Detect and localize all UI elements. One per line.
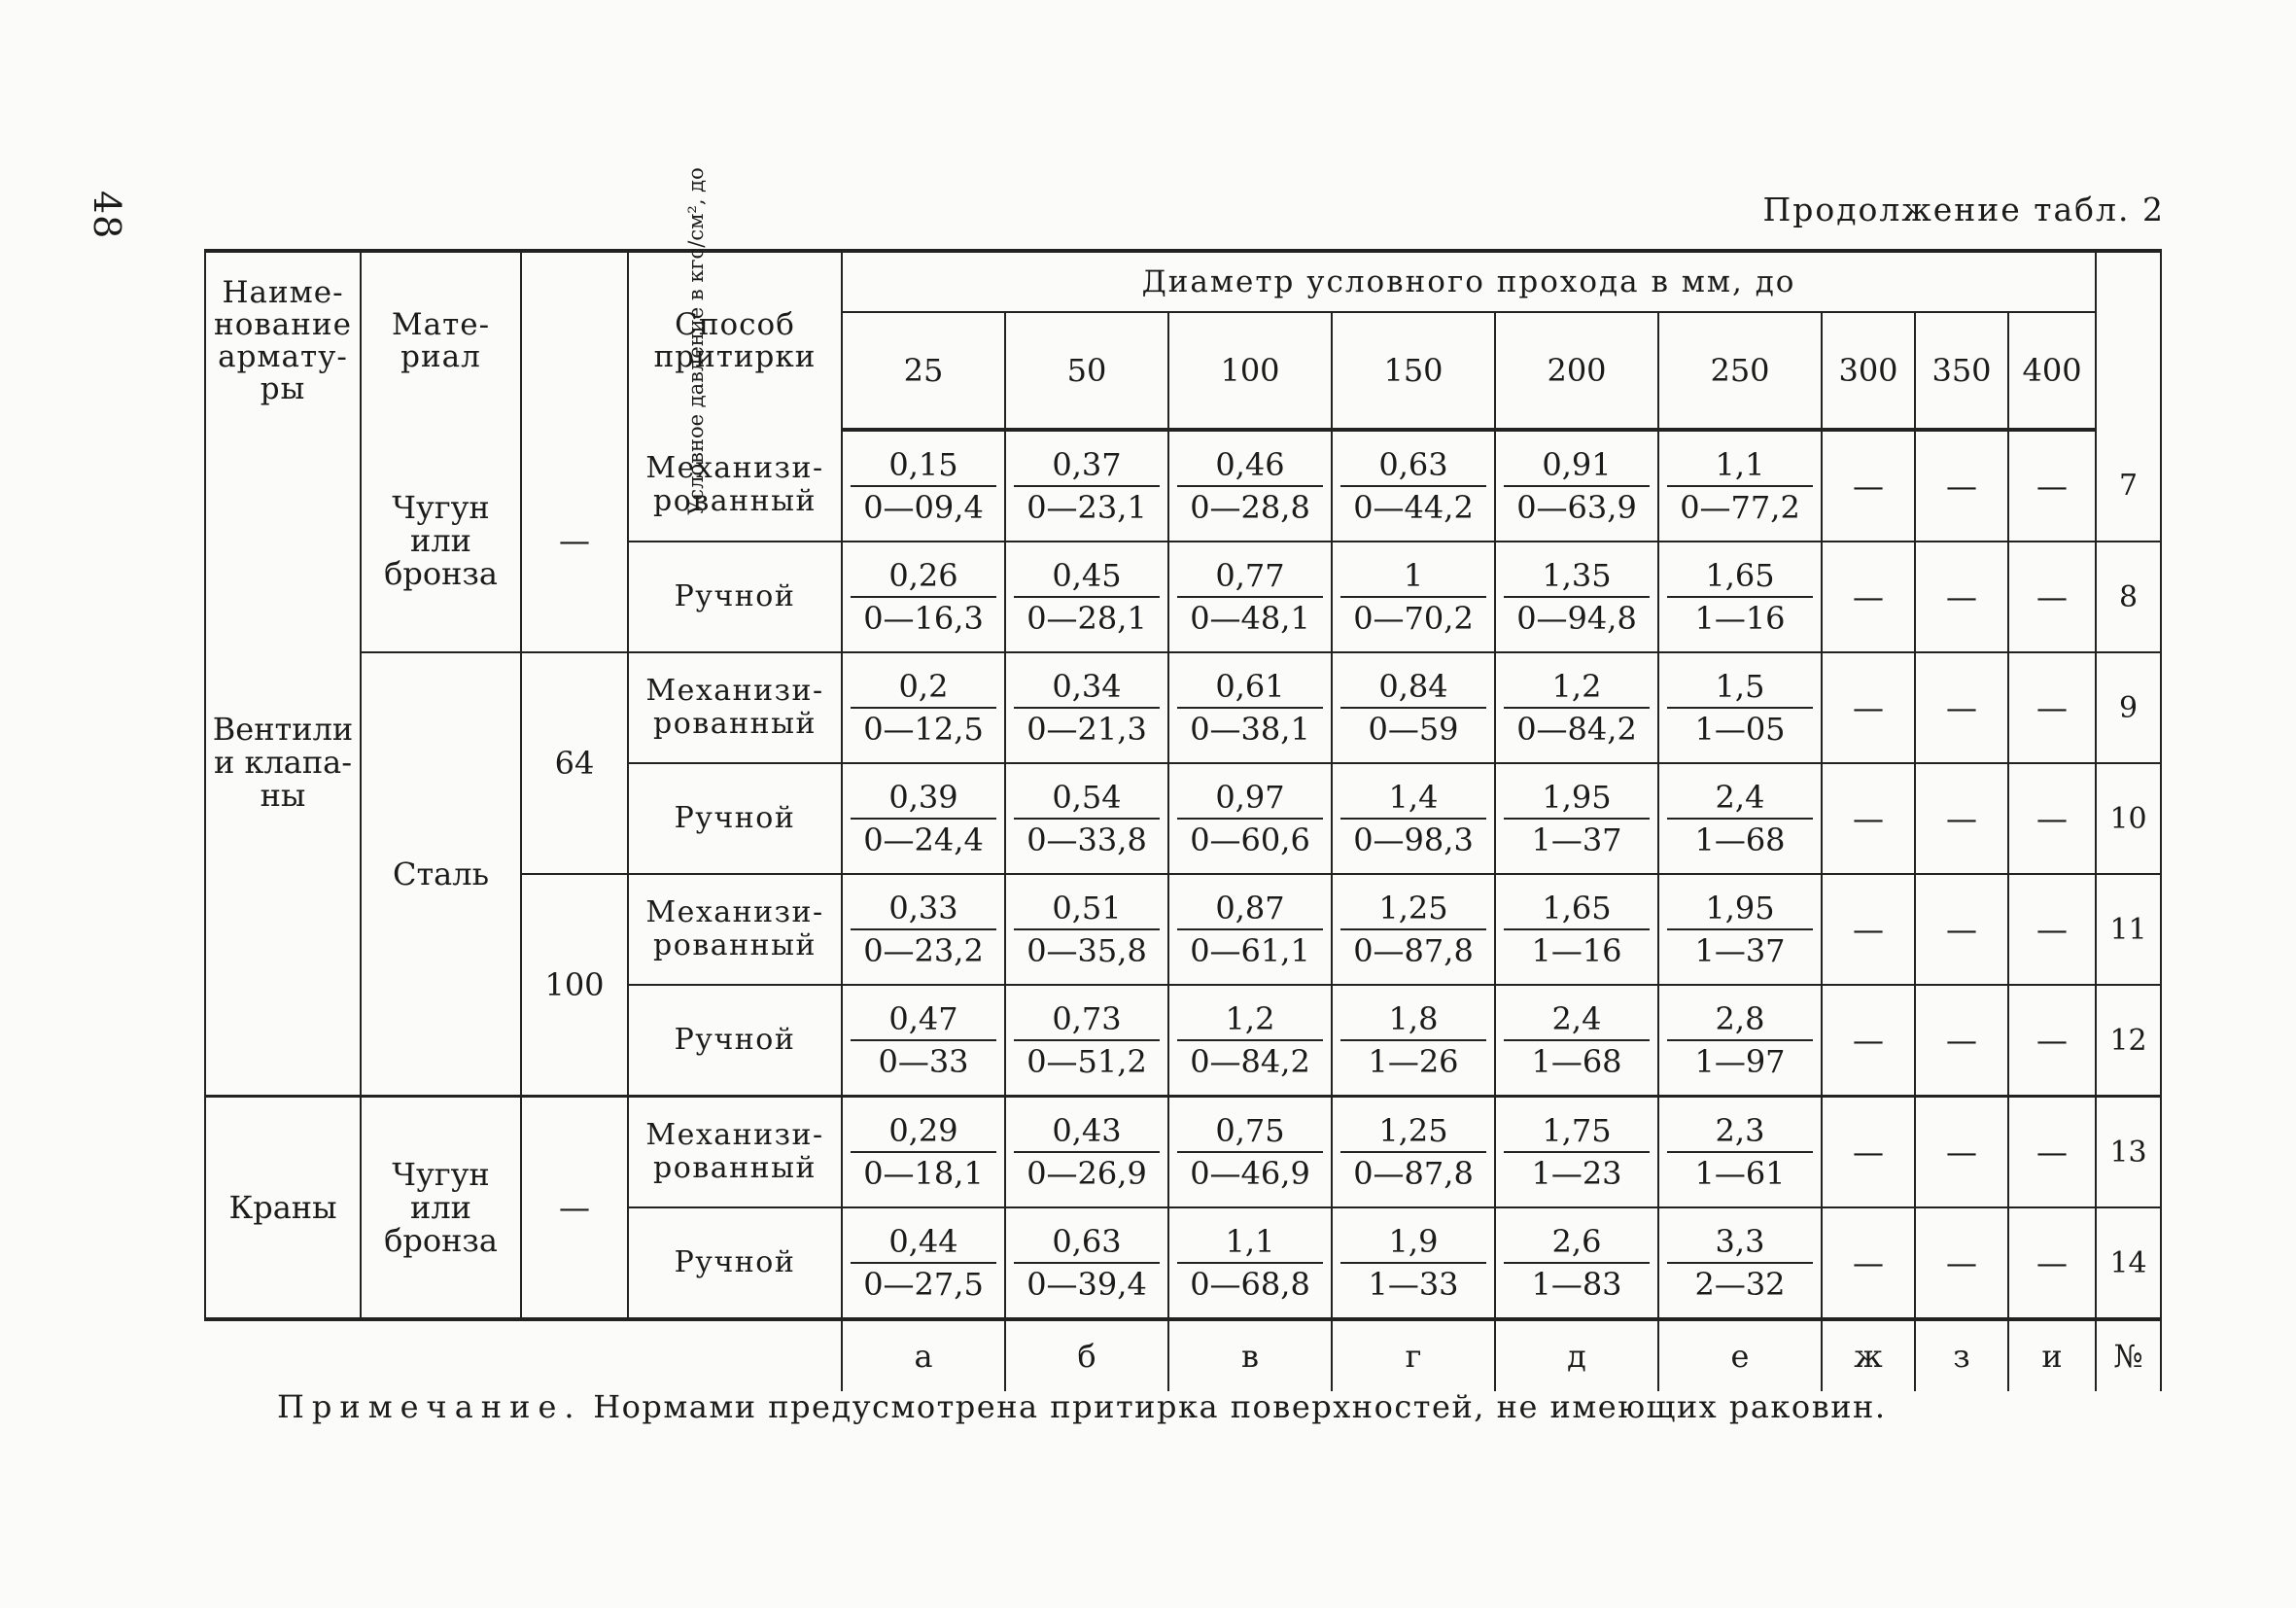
norm-value-cell: [1168, 763, 1332, 874]
header-pressure: [521, 167, 708, 515]
fitting-name-cell: Краны: [205, 1097, 361, 1320]
norm-value-cell: [1005, 874, 1168, 985]
norm-value-cell: [1495, 1097, 1658, 1208]
norm-value-cell: [1332, 652, 1495, 763]
price-value: 0—28,1: [1026, 600, 1147, 637]
price-value: 1—16: [1694, 600, 1786, 637]
lapping-method-cell: Механизи-рованный: [628, 1097, 842, 1208]
norm-fraction: [851, 890, 996, 969]
norm-fraction: [1340, 890, 1486, 969]
price-value: 0—61,1: [1190, 932, 1310, 969]
price-value: 0—39,4: [1026, 1266, 1147, 1303]
time-norm-value: 0,44: [851, 1223, 996, 1264]
price-value: 0—87,8: [1353, 1155, 1474, 1192]
norm-value-cell: [1658, 1207, 1822, 1319]
norm-value-cell: [842, 542, 1005, 652]
header-row-number-blank: [2096, 251, 2161, 430]
time-norm-value: 1,25: [1340, 1112, 1486, 1153]
norm-value-cell: [1658, 763, 1822, 874]
norm-fraction: [1340, 779, 1486, 858]
price-value: 1—05: [1694, 711, 1786, 748]
time-norm-value: 1,65: [1504, 890, 1650, 930]
norm-fraction: [1014, 1112, 1160, 1192]
norm-fraction: [851, 668, 996, 748]
norm-fraction: [1504, 890, 1650, 969]
norm-fraction: [1504, 1000, 1650, 1080]
norm-fraction: [1667, 446, 1813, 526]
note-text: Нормами предусмотрена притирка поверхностей, не имеющих раковин.: [593, 1388, 1887, 1425]
norm-fraction: [1177, 1000, 1323, 1080]
price-value: 1—83: [1531, 1266, 1622, 1303]
time-norm-value: 0,77: [1177, 557, 1323, 598]
footer-blank: [205, 1319, 842, 1391]
footer-number-sign: №: [2096, 1319, 2161, 1391]
norm-value-cell: [842, 1097, 1005, 1208]
norm-value-cell: [1332, 430, 1495, 542]
empty-value-dash: —: [1822, 1097, 1915, 1208]
empty-value-dash: —: [2008, 652, 2096, 763]
price-value: 1—37: [1531, 821, 1622, 858]
price-value: 0—70,2: [1353, 600, 1474, 637]
empty-value-dash: —: [1822, 652, 1915, 763]
norm-fraction: [1014, 779, 1160, 858]
row-number: 11: [2096, 874, 2161, 985]
price-value: 0—44,2: [1353, 489, 1474, 526]
price-value: 0—68,8: [1190, 1266, 1310, 1303]
time-norm-value: 2,6: [1504, 1223, 1650, 1264]
norm-value-cell: [1332, 542, 1495, 652]
time-norm-value: 0,63: [1340, 446, 1486, 487]
norm-fraction: [1667, 668, 1813, 748]
norm-fraction: [1014, 890, 1160, 969]
norm-fraction: [1014, 1000, 1160, 1080]
time-norm-value: 1: [1340, 557, 1486, 598]
empty-value-dash: —: [2008, 874, 2096, 985]
norm-fraction: [1340, 668, 1486, 748]
time-norm-value: 0,33: [851, 890, 996, 930]
time-norm-value: 1,8: [1340, 1000, 1486, 1041]
time-norm-value: 2,4: [1504, 1000, 1650, 1041]
price-value: 0—94,8: [1516, 600, 1637, 637]
norm-value-cell: [1168, 652, 1332, 763]
empty-value-dash: —: [1915, 763, 2008, 874]
empty-value-dash: —: [1915, 652, 2008, 763]
footer-letter: и: [2008, 1319, 2096, 1391]
empty-value-dash: —: [1915, 430, 2008, 542]
footer-letter: з: [1915, 1319, 2008, 1391]
header-diameter-25: 25: [842, 312, 1005, 430]
norm-value-cell: [1332, 1097, 1495, 1208]
header-lapping-method: Способ притирки: [628, 251, 842, 430]
norm-fraction: [1014, 557, 1160, 637]
norm-fraction: [851, 446, 996, 526]
norm-value-cell: [842, 430, 1005, 542]
price-value: 1—61: [1694, 1155, 1786, 1192]
norm-fraction: [1504, 779, 1650, 858]
price-value: 2—32: [1694, 1266, 1786, 1303]
norm-fraction: [1177, 446, 1323, 526]
table-body: [205, 430, 2161, 1319]
norm-fraction: [1667, 1000, 1813, 1080]
price-value: 0—60,6: [1190, 821, 1310, 858]
time-norm-value: 1,25: [1340, 890, 1486, 930]
empty-value-dash: —: [1822, 1207, 1915, 1319]
time-norm-value: 0,87: [1177, 890, 1323, 930]
time-norm-value: 0,84: [1340, 668, 1486, 709]
row-number: 14: [2096, 1207, 2161, 1319]
empty-value-dash: —: [1915, 874, 2008, 985]
lapping-method-cell: Ручной: [628, 763, 842, 874]
norm-value-cell: [1658, 985, 1822, 1097]
price-value: 1—37: [1694, 932, 1786, 969]
price-value: 0—51,2: [1026, 1043, 1147, 1080]
time-norm-value: 1,95: [1667, 890, 1813, 930]
norm-value-cell: [1005, 1207, 1168, 1319]
norm-fraction: [1667, 1223, 1813, 1303]
time-norm-value: 0,26: [851, 557, 996, 598]
lapping-method-cell: Механизи-рованный: [628, 652, 842, 763]
row-number: 9: [2096, 652, 2161, 763]
table-continuation-caption: Продолжение табл. 2: [1762, 191, 2165, 228]
price-value: 0—48,1: [1190, 600, 1310, 637]
time-norm-value: 0,97: [1177, 779, 1323, 820]
lapping-method-cell: Ручной: [628, 542, 842, 652]
pressure-cell: 100: [521, 874, 628, 1097]
norm-fraction: [1340, 446, 1486, 526]
row-number: 8: [2096, 542, 2161, 652]
norm-fraction: [1177, 1223, 1323, 1303]
header-diameter-150: 150: [1332, 312, 1495, 430]
norm-fraction: [851, 1000, 996, 1080]
norm-fraction: [1014, 1223, 1160, 1303]
price-value: 0—77,2: [1680, 489, 1800, 526]
price-value: 0—23,2: [863, 932, 984, 969]
time-norm-value: 0,29: [851, 1112, 996, 1153]
pressure-cell: —: [521, 430, 628, 652]
empty-value-dash: —: [1915, 985, 2008, 1097]
footer-letter: ж: [1822, 1319, 1915, 1391]
time-norm-value: 0,51: [1014, 890, 1160, 930]
norm-fraction: [851, 1112, 996, 1192]
price-value: 1—68: [1531, 1043, 1622, 1080]
price-value: 0—59: [1368, 711, 1459, 748]
price-value: 0—63,9: [1516, 489, 1637, 526]
time-norm-value: 0,43: [1014, 1112, 1160, 1153]
norm-value-cell: [1495, 763, 1658, 874]
norm-value-cell: [1658, 1097, 1822, 1208]
time-norm-value: 0,37: [1014, 446, 1160, 487]
time-norm-value: 1,2: [1504, 668, 1650, 709]
norm-value-cell: [1005, 652, 1168, 763]
lapping-method-cell: Ручной: [628, 1207, 842, 1319]
norm-value-cell: [1332, 763, 1495, 874]
time-norm-value: 0,47: [851, 1000, 996, 1041]
norm-value-cell: [1658, 874, 1822, 985]
header-fitting-name: Наиме-нование армату-ры: [205, 251, 361, 430]
time-norm-value: 0,73: [1014, 1000, 1160, 1041]
price-value: 0—87,8: [1353, 932, 1474, 969]
norm-value-cell: [1168, 985, 1332, 1097]
price-value: 1—16: [1531, 932, 1622, 969]
norm-fraction: [1504, 668, 1650, 748]
pressure-cell: 64: [521, 652, 628, 874]
norm-value-cell: [1005, 430, 1168, 542]
header-diameter-200: 200: [1495, 312, 1658, 430]
time-norm-value: 2,8: [1667, 1000, 1813, 1041]
fitting-name-cell: Вентили и клапа-ны: [205, 430, 361, 1097]
price-value: 0—84,2: [1516, 711, 1637, 748]
price-value: 0—16,3: [863, 600, 984, 637]
time-norm-value: 1,75: [1504, 1112, 1650, 1153]
price-value: 0—27,5: [863, 1266, 984, 1303]
price-value: 0—23,1: [1026, 489, 1147, 526]
norm-value-cell: [1332, 874, 1495, 985]
norm-value-cell: [1495, 542, 1658, 652]
time-norm-value: 2,4: [1667, 779, 1813, 820]
table-row: [205, 1097, 2161, 1208]
norm-fraction: [1340, 1000, 1486, 1080]
time-norm-value: 1,65: [1667, 557, 1813, 598]
table-row: [205, 430, 2161, 542]
row-number: 7: [2096, 430, 2161, 542]
norm-fraction: [1667, 890, 1813, 969]
time-norm-value: 1,95: [1504, 779, 1650, 820]
norm-fraction: [1667, 557, 1813, 637]
norm-fraction: [851, 779, 996, 858]
price-value: 0—12,5: [863, 711, 984, 748]
time-norm-value: 0,75: [1177, 1112, 1323, 1153]
norm-fraction: [1504, 1223, 1650, 1303]
material-cell: Чугун или бронза: [361, 1097, 521, 1320]
header-diameter-350: 350: [1915, 312, 2008, 430]
time-norm-value: 1,1: [1177, 1223, 1323, 1264]
price-value: 0—09,4: [863, 489, 984, 526]
time-norm-value: 0,2: [851, 668, 996, 709]
time-norm-value: 0,39: [851, 779, 996, 820]
price-value: 0—26,9: [1026, 1155, 1147, 1192]
norm-value-cell: [1168, 1207, 1332, 1319]
time-norm-value: 1,5: [1667, 668, 1813, 709]
time-norm-value: 0,61: [1177, 668, 1323, 709]
norm-fraction: [1177, 668, 1323, 748]
time-norm-value: 1,35: [1504, 557, 1650, 598]
time-norm-value: 3,3: [1667, 1223, 1813, 1264]
price-value: 1—97: [1694, 1043, 1786, 1080]
time-norm-value: 1,4: [1340, 779, 1486, 820]
norm-value-cell: [842, 652, 1005, 763]
norm-value-cell: [1658, 652, 1822, 763]
row-number: 12: [2096, 985, 2161, 1097]
footer-letter: в: [1168, 1319, 1332, 1391]
header-nominal-diameter: Диаметр условного прохода в мм, до: [842, 251, 2096, 312]
row-number: 10: [2096, 763, 2161, 874]
footer-letter: д: [1495, 1319, 1658, 1391]
norm-fraction: [1340, 1223, 1486, 1303]
norm-fraction: [1177, 557, 1323, 637]
empty-value-dash: —: [1915, 542, 2008, 652]
time-norm-value: 0,91: [1504, 446, 1650, 487]
price-value: 0—84,2: [1190, 1043, 1310, 1080]
price-value: 0—24,4: [863, 821, 984, 858]
empty-value-dash: —: [1822, 542, 1915, 652]
price-value: 0—33: [878, 1043, 969, 1080]
norm-value-cell: [842, 874, 1005, 985]
norm-value-cell: [842, 763, 1005, 874]
empty-value-dash: —: [2008, 763, 2096, 874]
norm-fraction: [1014, 446, 1160, 526]
price-value: 0—33,8: [1026, 821, 1147, 858]
norm-value-cell: [842, 985, 1005, 1097]
norm-fraction: [1667, 779, 1813, 858]
time-norm-value: 0,46: [1177, 446, 1323, 487]
norm-value-cell: [1168, 874, 1332, 985]
norm-value-cell: [1495, 652, 1658, 763]
empty-value-dash: —: [1915, 1207, 2008, 1319]
norm-value-cell: [1495, 874, 1658, 985]
time-norm-value: 0,54: [1014, 779, 1160, 820]
empty-value-dash: —: [1822, 763, 1915, 874]
header-diameter-300: 300: [1822, 312, 1915, 430]
norm-fraction: [1340, 557, 1486, 637]
footer-letter: г: [1332, 1319, 1495, 1391]
norm-fraction: [1504, 446, 1650, 526]
price-value: 0—38,1: [1190, 711, 1310, 748]
header-diameter-100: 100: [1168, 312, 1332, 430]
norm-value-cell: [1168, 542, 1332, 652]
footer-letter: е: [1658, 1319, 1822, 1391]
price-value: 0—28,8: [1190, 489, 1310, 526]
norm-fraction: [1177, 890, 1323, 969]
price-value: 0—18,1: [863, 1155, 984, 1192]
footer-letter: а: [842, 1319, 1005, 1391]
norm-fraction: [1014, 668, 1160, 748]
empty-value-dash: —: [2008, 1097, 2096, 1208]
empty-value-dash: —: [2008, 985, 2096, 1097]
norm-value-cell: [1332, 1207, 1495, 1319]
empty-value-dash: —: [1822, 430, 1915, 542]
norm-value-cell: [1005, 1097, 1168, 1208]
price-value: 0—98,3: [1353, 821, 1474, 858]
header-diameter-400: 400: [2008, 312, 2096, 430]
norm-fraction: [1177, 1112, 1323, 1192]
footer-letter: б: [1005, 1319, 1168, 1391]
lapping-method-cell: Ручной: [628, 985, 842, 1097]
header-pressure-text: Условное давление в кгс/см², до: [683, 167, 708, 515]
page-number: 48: [86, 191, 128, 240]
header-diameter-250: 250: [1658, 312, 1822, 430]
table-row: [205, 652, 2161, 763]
norm-value-cell: [1005, 763, 1168, 874]
time-norm-value: 1,9: [1340, 1223, 1486, 1264]
norm-fraction: [1504, 1112, 1650, 1192]
norm-value-cell: [1332, 985, 1495, 1097]
note-label: Примечание.: [277, 1388, 582, 1425]
norm-value-cell: [1658, 430, 1822, 542]
norm-fraction: [1177, 779, 1323, 858]
price-value: 0—46,9: [1190, 1155, 1310, 1192]
empty-value-dash: —: [1822, 985, 1915, 1097]
norm-fraction: [851, 1223, 996, 1303]
pressure-cell: —: [521, 1097, 628, 1320]
empty-value-dash: —: [2008, 542, 2096, 652]
row-number: 13: [2096, 1097, 2161, 1208]
time-norm-value: 2,3: [1667, 1112, 1813, 1153]
time-norm-value: 1,1: [1667, 446, 1813, 487]
price-value: 1—23: [1531, 1155, 1622, 1192]
norm-value-cell: [842, 1207, 1005, 1319]
norm-fraction: [1340, 1112, 1486, 1192]
header-diameter-50: 50: [1005, 312, 1168, 430]
empty-value-dash: —: [1822, 874, 1915, 985]
norm-value-cell: [1495, 430, 1658, 542]
empty-value-dash: —: [2008, 430, 2096, 542]
table-note: [277, 1388, 1887, 1425]
norm-fraction: [851, 557, 996, 637]
norm-value-cell: [1168, 1097, 1332, 1208]
norm-value-cell: [1168, 430, 1332, 542]
norm-value-cell: [1005, 985, 1168, 1097]
norm-value-cell: [1658, 542, 1822, 652]
time-norm-value: 1,2: [1177, 1000, 1323, 1041]
price-value: 1—68: [1694, 821, 1786, 858]
time-norm-value: 0,15: [851, 446, 996, 487]
material-cell: Сталь: [361, 652, 521, 1097]
lapping-method-cell: Механизи-рованный: [628, 874, 842, 985]
time-norm-value: 0,45: [1014, 557, 1160, 598]
time-norm-value: 0,63: [1014, 1223, 1160, 1264]
price-value: 0—35,8: [1026, 932, 1147, 969]
price-value: 1—33: [1368, 1266, 1459, 1303]
header-material: Мате-риал: [361, 251, 521, 430]
norm-value-cell: [1495, 1207, 1658, 1319]
norm-value-cell: [1005, 542, 1168, 652]
time-norm-value: 0,34: [1014, 668, 1160, 709]
price-value: 0—21,3: [1026, 711, 1147, 748]
norm-fraction: [1504, 557, 1650, 637]
lapping-method-cell: Механизи-рованный: [628, 430, 842, 542]
norm-fraction: [1667, 1112, 1813, 1192]
norm-value-cell: [1495, 985, 1658, 1097]
price-value: 1—26: [1368, 1043, 1459, 1080]
empty-value-dash: —: [2008, 1207, 2096, 1319]
empty-value-dash: —: [1915, 1097, 2008, 1208]
material-cell: Чугун или бронза: [361, 430, 521, 652]
